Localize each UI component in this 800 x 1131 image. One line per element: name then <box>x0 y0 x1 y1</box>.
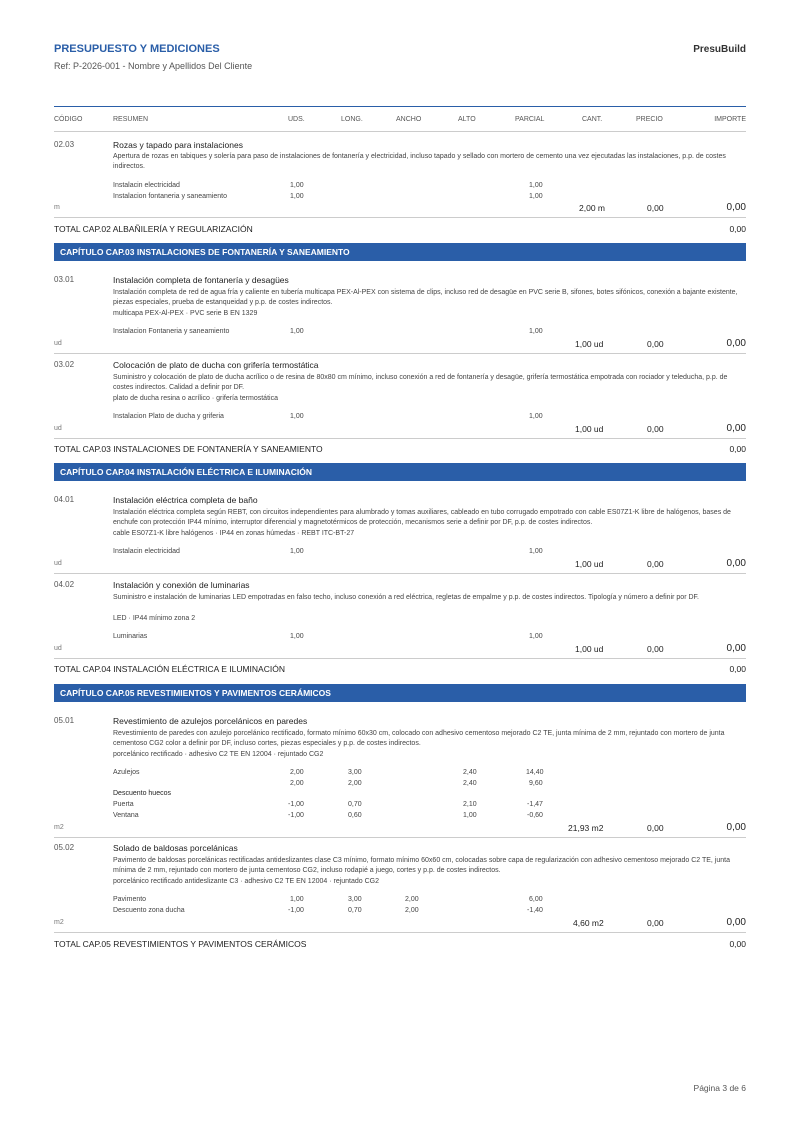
measurement-parcial: 1,00 <box>529 193 543 200</box>
item-spec: cable ES07Z1-K libre halógenos · IP44 en zonas húmedas · REBT ITC-BT-27 <box>113 530 355 537</box>
item-title: Instalación y conexión de luminarias <box>113 580 250 590</box>
item-unit: ud <box>54 560 62 567</box>
item-amount: 0,00 <box>726 558 746 569</box>
chapter-header-bar <box>54 684 746 702</box>
item-title: Instalación eléctrica completa de baño <box>113 495 258 505</box>
measurement-uds: -1,00 <box>288 801 304 808</box>
item-quantity: 21,93 m2 <box>568 823 604 833</box>
col-long: LONG. <box>341 116 363 123</box>
measurement-uds: -1,00 <box>288 907 304 914</box>
col-importe: IMPORTE <box>714 116 746 123</box>
row-divider <box>54 573 746 574</box>
chapter-total-value: 0,00 <box>729 939 746 949</box>
item-price: 0,00 <box>647 918 664 928</box>
col-alto: ALTO <box>458 116 476 123</box>
chapter-header-label: CAPÍTULO CAP.04 INSTALACIÓN ELÉCTRICA E ILUMINACIÓN <box>60 467 313 477</box>
item-spec: multicapa PEX-Al-PEX · PVC serie B EN 1329 <box>113 310 258 317</box>
measurement-label: Luminarias <box>113 633 148 640</box>
measurement-label: Ventana <box>113 812 139 819</box>
item-description: Suministro y colocación de plato de ducha acrílico o de resina de 80x80 cm mínimo, incluso conexión a red de fontanería y desagüe, grifería termostática empotrada con rociador y teleducha, p.p. de costes indirectos. Calidad a definir por DF. <box>113 374 728 391</box>
measurement-parcial: -0,60 <box>527 812 543 819</box>
measurement-parcial: 1,00 <box>529 182 543 189</box>
measurement-ancho: 2,00 <box>405 896 419 903</box>
item-title: Instalación completa de fontanería y desagües <box>113 275 289 285</box>
item-price: 0,00 <box>647 424 664 434</box>
chapter-total-value: 0,00 <box>729 664 746 674</box>
item-unit: ud <box>54 645 62 652</box>
measurement-parcial: 1,00 <box>529 633 543 640</box>
measurement-long: 2,00 <box>348 780 362 787</box>
chapter-total-label: TOTAL CAP.05 REVESTIMIENTOS Y PAVIMENTOS CERÁMICOS <box>54 939 307 949</box>
col-precio: PRECIO <box>636 116 663 123</box>
measurement-uds: 1,00 <box>290 328 304 335</box>
item-code: 04.01 <box>54 495 75 504</box>
item-code: 05.02 <box>54 843 75 852</box>
item-quantity: 1,00 ud <box>575 424 604 434</box>
row-divider <box>54 658 746 659</box>
measurement-long: 0,70 <box>348 801 362 808</box>
item-unit: m <box>54 204 60 211</box>
item-spec: porcelánico rectificado antideslizante C3 · adhesivo C2 TE EN 12004 · rejuntado CG2 <box>113 878 380 885</box>
item-amount: 0,00 <box>726 643 746 654</box>
measurement-label: Puerta <box>113 801 134 808</box>
measurement-parcial: -1,40 <box>527 907 543 914</box>
row-divider <box>54 217 746 218</box>
chapter-header-bar <box>54 463 746 481</box>
measurement-ancho: 2,00 <box>405 907 419 914</box>
item-amount: 0,00 <box>726 202 746 213</box>
chapter-header-label: CAPÍTULO CAP.03 INSTALACIONES DE FONTANERÍA Y SANEAMIENTO <box>60 247 350 257</box>
chapter-total-value: 0,00 <box>729 224 746 234</box>
measurement-label: Instalacion fontaneria y saneamiento <box>113 193 228 200</box>
item-spec: plato de ducha resina o acrílico · grifería termostática <box>113 395 278 402</box>
item-quantity: 1,00 ud <box>575 339 604 349</box>
row-divider <box>54 353 746 354</box>
measurement-parcial: 14,40 <box>526 769 544 776</box>
row-divider <box>54 932 746 933</box>
col-codigo: CÓDIGO <box>54 116 83 123</box>
chapter-header-label: CAPÍTULO CAP.05 REVESTIMIENTOS Y PAVIMENTOS CERÁMICOS <box>60 688 331 698</box>
col-uds: UDS. <box>288 116 305 123</box>
measurement-parcial: 9,60 <box>529 780 543 787</box>
measurement-label: Instalacion Fontaneria y saneamiento <box>113 328 230 335</box>
item-price: 0,00 <box>647 823 664 833</box>
measurement-uds: 1,00 <box>290 548 304 555</box>
measurement-long: 3,00 <box>348 769 362 776</box>
item-unit: m2 <box>54 824 64 831</box>
item-code: 02.03 <box>54 140 75 149</box>
item-amount: 0,00 <box>726 917 746 928</box>
item-title: Colocación de plato de ducha con grifería termostática <box>113 360 319 370</box>
item-price: 0,00 <box>647 644 664 654</box>
chapter-total-label: TOTAL CAP.02 ALBAÑILERÍA Y REGULARIZACIÓN <box>54 224 253 234</box>
measurement-parcial: -1,47 <box>527 801 543 808</box>
col-ancho: ANCHO <box>396 116 422 123</box>
item-price: 0,00 <box>647 339 664 349</box>
measurement-uds: 1,00 <box>290 193 304 200</box>
item-quantity: 2,00 m <box>579 203 605 213</box>
measurement-alto: 2,10 <box>463 801 477 808</box>
item-description: Instalación eléctrica completa según REBT, con circuitos independientes para alumbrado y tomas auxiliares, cableado en tubo corrugado empotrado con cable ES07Z1-K libre de halógenos, bases de enchufe con protección IP44 mínimo, interruptor diferencial y magnetotérmicos de protección, mecanismos serie a definir por DF, p.p. de costes indirectos. <box>113 509 731 526</box>
item-description: Suministro e instalación de luminarias LED empotradas en falso techo, incluso conexión a red eléctrica, regletas de empalme y p.p. de costes indirectos. Tipología y número a definir por DF. <box>113 594 699 601</box>
chapter-total-value: 0,00 <box>729 444 746 454</box>
item-unit: ud <box>54 425 62 432</box>
measurement-long: 0,70 <box>348 907 362 914</box>
item-code: 03.02 <box>54 360 75 369</box>
measurement-label: Pavimento <box>113 896 147 903</box>
measurement-uds: 1,00 <box>290 896 304 903</box>
measurement-label: Instalacin electricidad <box>113 182 180 189</box>
measurement-uds: -1,00 <box>288 812 304 819</box>
item-quantity: 1,00 ud <box>575 644 604 654</box>
brand-name: PresuBuild <box>693 44 746 55</box>
measurement-uds: 1,00 <box>290 633 304 640</box>
row-divider <box>54 837 746 838</box>
measurement-long: 3,00 <box>348 896 362 903</box>
col-parcial: PARCIAL <box>515 116 545 123</box>
item-amount: 0,00 <box>726 822 746 833</box>
measurement-parcial: 1,00 <box>529 413 543 420</box>
item-spec: porcelánico rectificado · adhesivo C2 TE EN 12004 · rejuntado CG2 <box>113 751 324 758</box>
measurement-alto: 1,00 <box>463 812 477 819</box>
header-divider <box>54 106 746 107</box>
measurement-alto: 2,40 <box>463 780 477 787</box>
measurement-label: Azulejos <box>113 769 140 776</box>
item-price: 0,00 <box>647 203 664 213</box>
item-amount: 0,00 <box>726 423 746 434</box>
item-code: 04.02 <box>54 580 75 589</box>
item-description: Revestimiento de paredes con azulejo porcelánico rectificado, formato mínimo 60x30 cm, colocado con adhesivo cementoso mejorado C2 TE, junta mínima de 2 mm, rejuntado con mortero de junta cementoso CG2 color a definir por DF, incluso cortes, piezas especiales y p.p. de costes indirectos. <box>113 730 725 747</box>
item-title: Revestimiento de azulejos porcelánicos en paredes <box>113 716 308 726</box>
item-price: 0,00 <box>647 559 664 569</box>
measurement-label: Descuento zona ducha <box>113 907 185 914</box>
col-cant: CANT. <box>582 116 603 123</box>
measurement-alto: 2,40 <box>463 769 477 776</box>
col-resumen: RESUMEN <box>113 116 149 123</box>
column-header-divider <box>54 131 746 132</box>
item-quantity: 4,60 m2 <box>573 918 604 928</box>
document-reference: Ref: P-2026-001 - Nombre y Apellidos Del Cliente <box>54 61 253 71</box>
item-unit: m2 <box>54 919 64 926</box>
item-title: Rozas y tapado para instalaciones <box>113 140 243 150</box>
measurement-subheading: Descuento huecos <box>113 790 171 797</box>
item-description: Apertura de rozas en tabiques y solería para paso de instalaciones de fontanería y electricidad, incluso tapado y sellado con mortero de cemento una vez ejecutadas las instalaciones, p.p. de costes indirectos. <box>113 153 726 170</box>
item-code: 05.01 <box>54 716 75 725</box>
measurement-label: Instalacion Plato de ducha y griferia <box>113 413 224 420</box>
page-number: Página 3 de 6 <box>693 1083 746 1093</box>
item-unit: ud <box>54 340 62 347</box>
measurement-label: Instalacin electricidad <box>113 548 180 555</box>
measurement-parcial: 6,00 <box>529 896 543 903</box>
measurement-parcial: 1,00 <box>529 548 543 555</box>
chapter-total-label: TOTAL CAP.03 INSTALACIONES DE FONTANERÍA Y SANEAMIENTO <box>54 444 323 454</box>
chapter-total-label: TOTAL CAP.04 INSTALACIÓN ELÉCTRICA E ILUMINACIÓN <box>54 664 285 674</box>
item-code: 03.01 <box>54 275 75 284</box>
item-spec: LED · IP44 mínimo zona 2 <box>113 615 196 622</box>
item-quantity: 1,00 ud <box>575 559 604 569</box>
measurement-uds: 2,00 <box>290 769 304 776</box>
item-amount: 0,00 <box>726 338 746 349</box>
measurement-parcial: 1,00 <box>529 328 543 335</box>
item-description: Instalación completa de red de agua fría y caliente en tubería multicapa PEX-Al-PEX con sistema de clips, incluso red de desagüe en PVC serie B, sifones, botes sifónicos, conexión a bajante existente, piezas especiales, prueba de estanqueidad y p.p. de costes indirectos. <box>113 289 738 306</box>
measurement-uds: 1,00 <box>290 182 304 189</box>
measurement-long: 0,60 <box>348 812 362 819</box>
measurement-uds: 1,00 <box>290 413 304 420</box>
row-divider <box>54 438 746 439</box>
measurement-uds: 2,00 <box>290 780 304 787</box>
item-title: Solado de baldosas porcelánicas <box>113 843 238 853</box>
item-description: Pavimento de baldosas porcelánicas rectificadas antideslizantes clase C3 mínimo, formato mínimo 60x60 cm, colocadas sobre capa de regularización con adhesivo cementoso mejorado C2 TE, junta mínima de 2 mm, rejuntado con mortero de junta cementoso CG2, incluso rodapié a juego, cortes y p.p. de costes indirectos. <box>113 857 730 874</box>
document-title: PRESUPUESTO Y MEDICIONES <box>54 43 220 55</box>
chapter-header-bar <box>54 243 746 261</box>
